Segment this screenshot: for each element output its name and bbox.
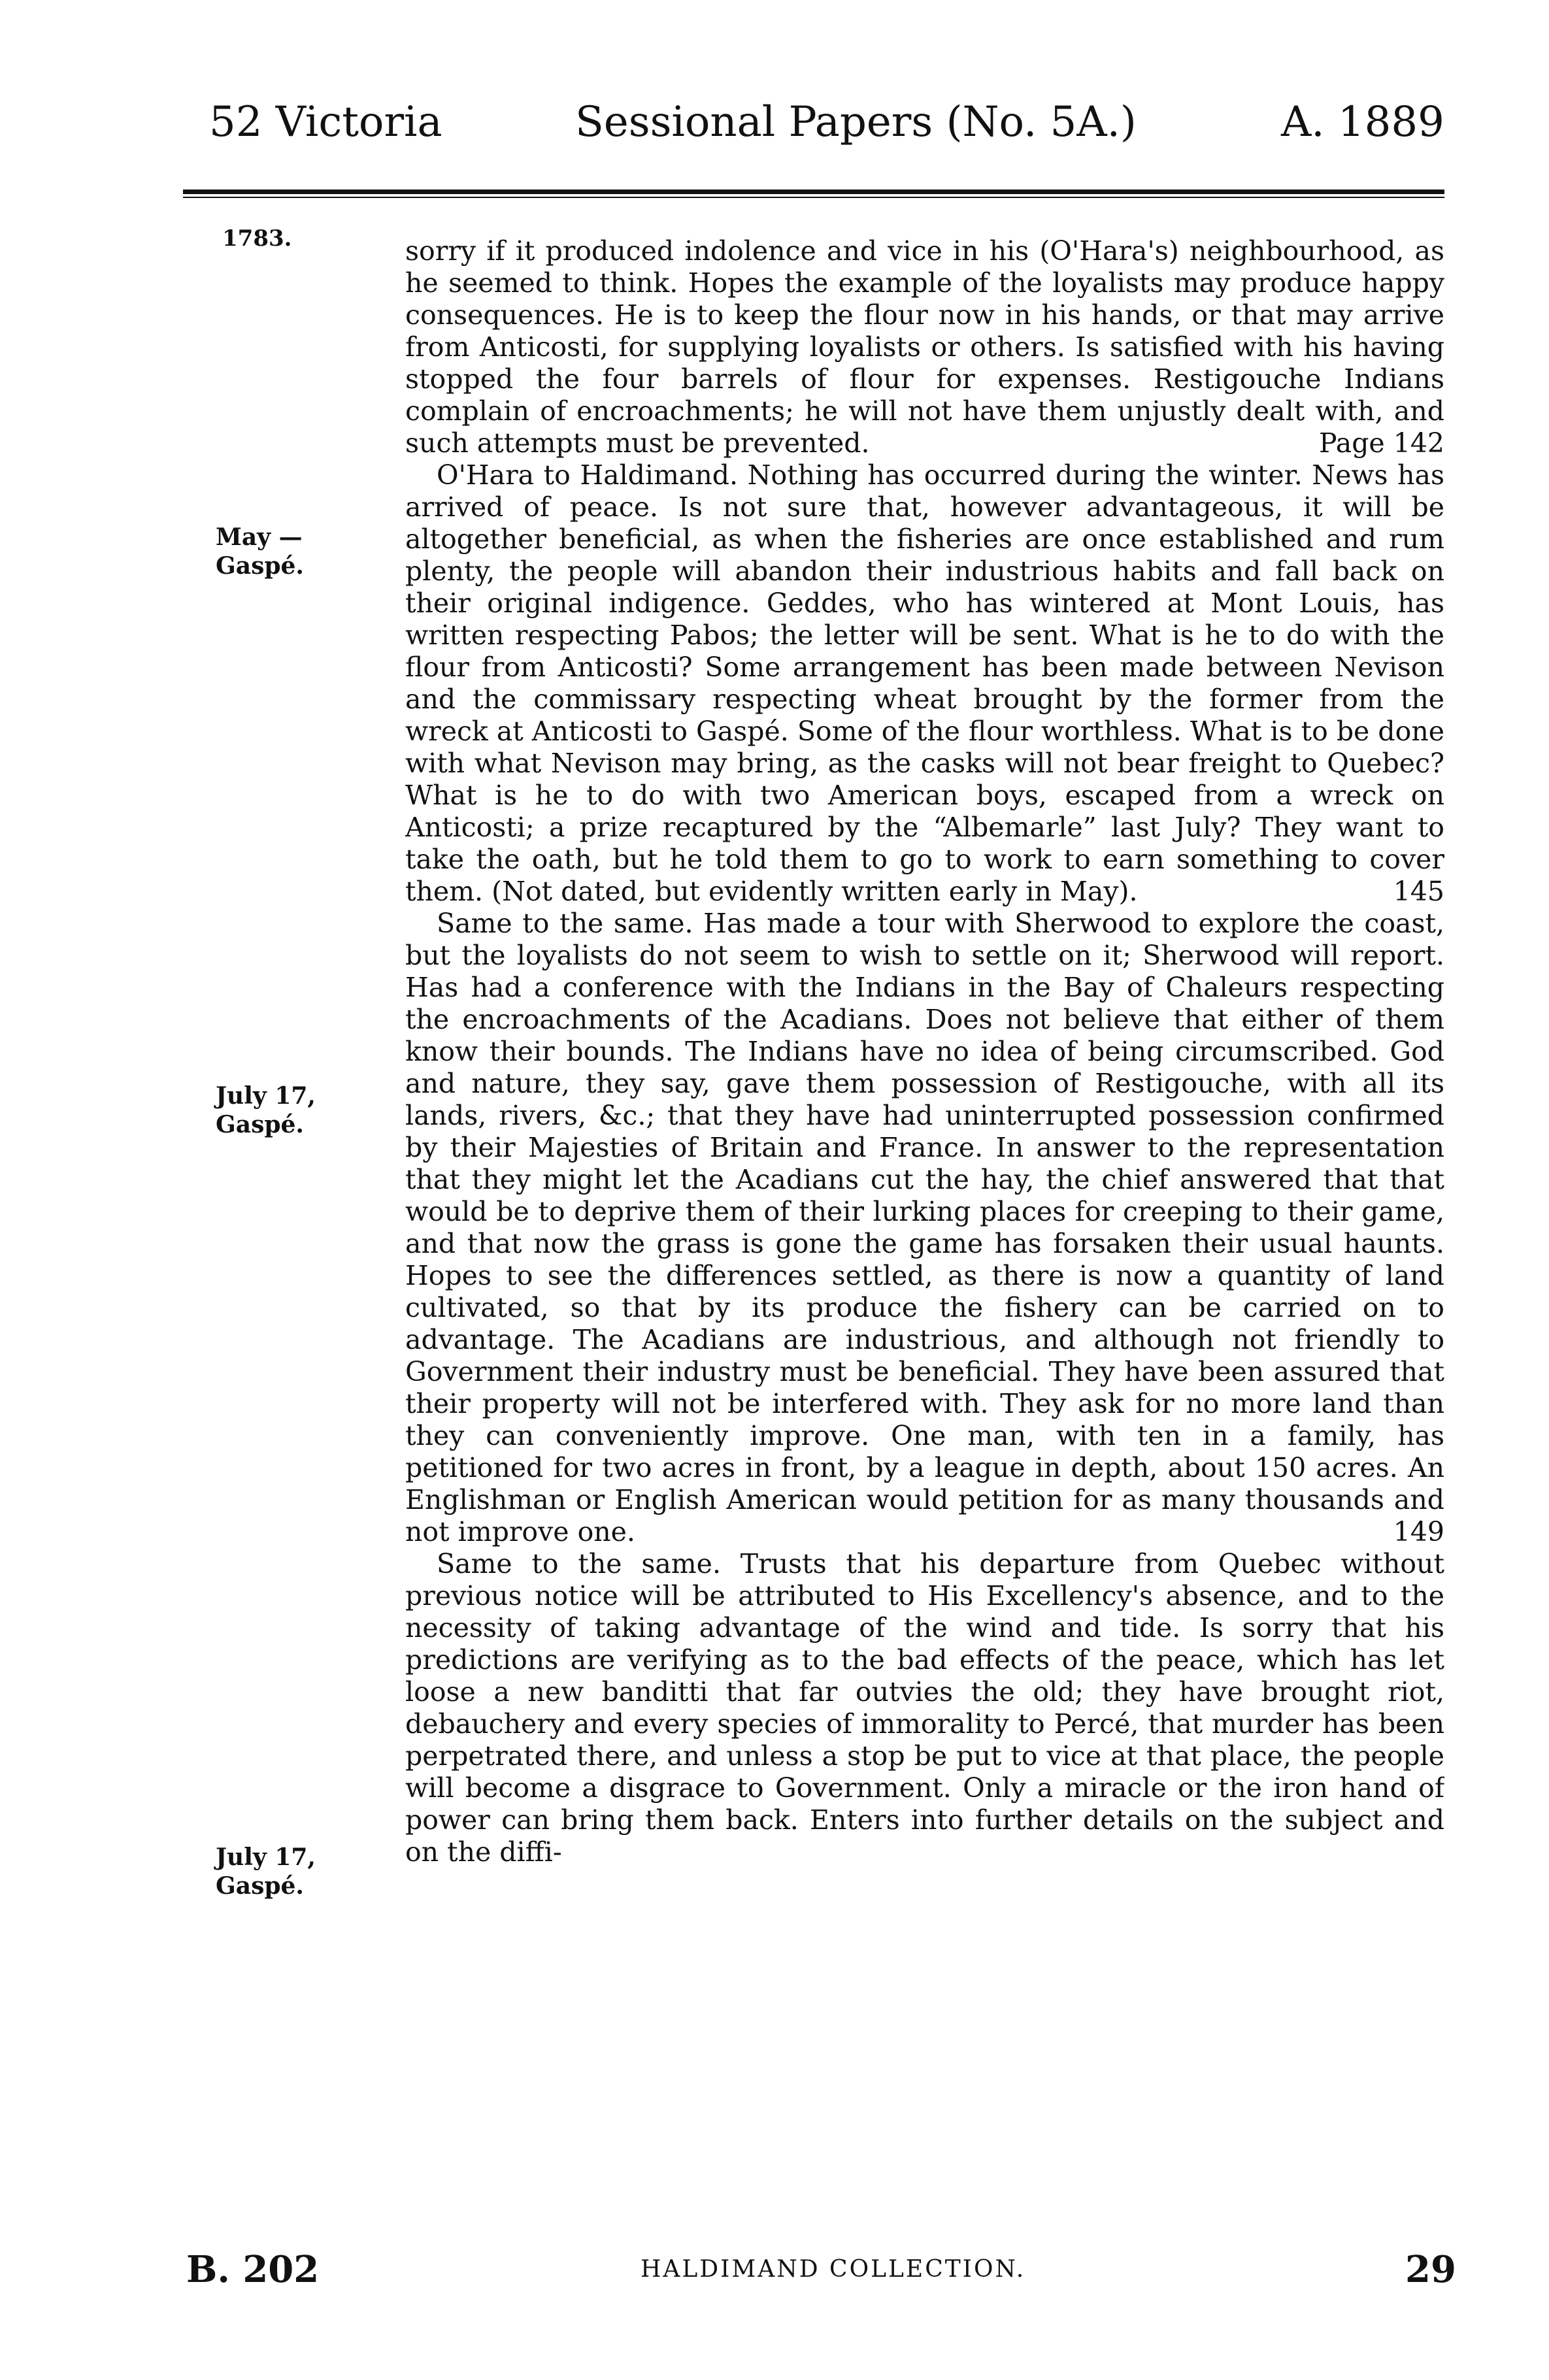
margin-note-place: Gaspé. <box>216 1111 304 1138</box>
page-reference: 149 <box>1393 1516 1444 1547</box>
margin-note-place: Gaspé. <box>216 552 304 580</box>
paragraph-entry <box>405 908 1444 1548</box>
header-rule-thin <box>183 197 1444 198</box>
margin-note-date: July 17, <box>216 1843 316 1871</box>
footer-page-number: 29 <box>1405 2248 1456 2291</box>
page-header <box>0 98 1549 150</box>
margin-note-date: May — <box>216 523 303 551</box>
margin-year: 1783. <box>222 225 292 252</box>
header-title: Sessional Papers (No. 5A.) <box>575 98 1137 146</box>
margin-note-may <box>216 523 304 580</box>
margin-note-july-first <box>216 1082 316 1139</box>
paragraph-entry <box>405 1548 1444 1868</box>
header-volume: 52 Victoria <box>209 98 442 146</box>
paragraph-text: O'Hara to Haldimand. Nothing has occurred during the winter. News has arrived of peace. Is not sure that, however advantageous, it will be altogether beneficial, as when the fisheries are once established and rum plenty, the people will abandon their industrious habits and fall back on their original indigence. Geddes, who has wintered at Mont Louis, has written respecting Pabos; the letter will be sent. What is he to do with the flour from Anticosti? Some arrangement has been made between Nevison and the commissary respecting wheat brought by the former from the wreck at Anticosti to Gaspé. Some of the flour worthless. What is to be done with what Nevison may bring, as the casks will not bear freight to Quebec? What is he to do with two American boys, escaped from a wreck on Anticosti; a prize recaptured by the “Albemarle” last July? They want to take the oath, but he told them to go to work to earn something to cover them. (Not dated, but evidently written early in May). <box>405 459 1444 907</box>
footer-signature: B. 202 <box>186 2248 320 2291</box>
paragraph-text: Same to the same. Has made a tour with Sherwood to explore the coast, but the loyalists do not seem to wish to settle on it; Sherwood will report. Has had a conference with the Indians in the Bay of Chaleurs respecting the encroachments of the Acadians. Does not believe that either of them know their bounds. The Indians have no idea of being circumscribed. God and nature, they say, gave them possession of Restigouche, with all its lands, rivers, &c.; that they have had uninterrupted possession confirmed by their Majesties of Britain and France. In answer to the representation that they might let the Acadians cut the hay, the chief answered that that would be to deprive them of their lurking places for creeping to their game, and that now the grass is gone the game has forsaken their usual haunts. Hopes to see the differences settled, as there is now a quantity of land cultivated, so that by its produce the fishery can be carried on to advantage. The Acadians are industrious, and although not friendly to Government their industry must be beneficial. They have been assured that their property will not be interfered with. They ask for no more land than they can conveniently improve. One man, with ten in a family, has petitioned for two acres in front, by a league in depth, about 150 acres. An Englishman or English American would petition for as many thousands and not improve one. <box>405 908 1444 1547</box>
margin-note-july-second <box>216 1843 316 1900</box>
paragraph-entry <box>405 459 1444 908</box>
page-footer <box>0 2248 1549 2300</box>
margin-note-place: Gaspé. <box>216 1872 304 1900</box>
header-rule-thick <box>183 190 1444 194</box>
header-year: A. 1889 <box>1281 98 1444 146</box>
page-reference: Page 142 <box>1319 427 1444 459</box>
paragraph-text: sorry if it produced indolence and vice in his (O'Hara's) neighbourhood, as he seemed to think. Hopes the example of the loyalists may produce happy consequences. He is to keep the flour now in his hands, or that may arrive from Anticosti, for supplying loyalists or others. Is satisfied with his having stopped the four barrels of flour for expenses. Restigouche Indians complain of encroachments; he will not have them unjustly dealt with, and such attempts must be prevented. <box>405 235 1444 459</box>
page-reference: 145 <box>1393 876 1444 907</box>
body-text <box>405 235 1444 2170</box>
margin-note-date: July 17, <box>216 1082 316 1110</box>
paragraph-text: Same to the same. Trusts that his departure from Quebec without previous notice will be attributed to His Excellency's absence, and to the necessity of taking advantage of the wind and tide. Is sorry that his predictions are verifying as to the bad effects of the peace, which has let loose a new banditti that far outvies the old; they have brought riot, debauchery and every species of immorality to Percé, that murder has been perpetrated there, and unless a stop be put to vice at that place, the people will become a disgrace to Government. Only a miracle or the iron hand of power can bring them back. Enters into further details on the subject and on the diffi- <box>405 1548 1444 1868</box>
paragraph-continuation <box>405 235 1444 459</box>
footer-collection: HALDIMAND COLLECTION. <box>641 2256 1026 2283</box>
